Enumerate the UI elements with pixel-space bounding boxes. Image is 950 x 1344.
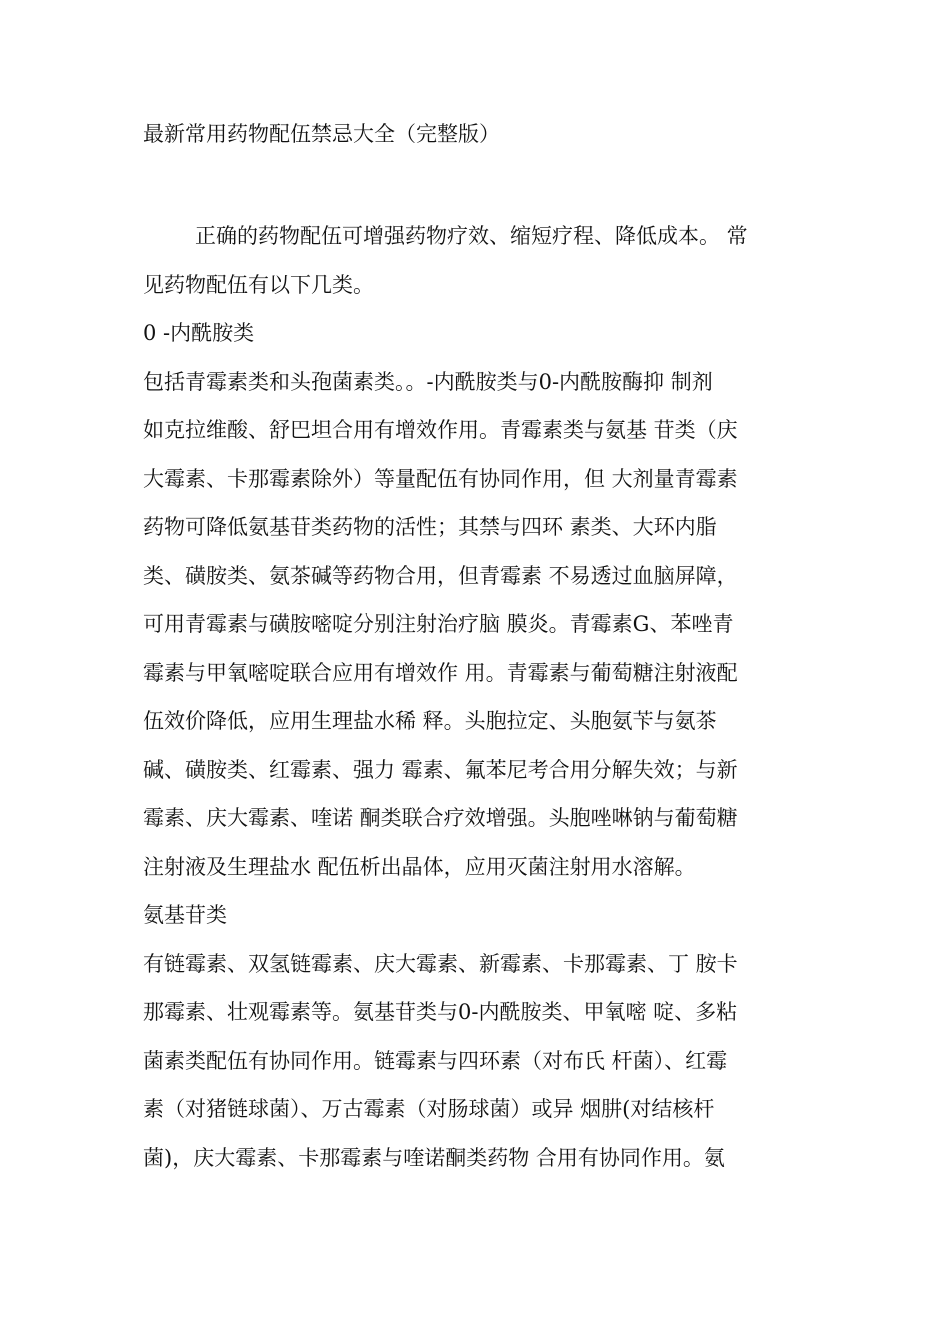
text-line: 菌)，庆大霉素、卡那霉素与喹诺酮类药物 合用有协同作用。氨 <box>143 1145 725 1170</box>
text-line: 碱、磺胺类、红霉素、强力 霉素、氟苯尼考合用分解失效；与新 <box>143 757 738 782</box>
text-line: 包括青霉素类和头孢菌素类。。-内酰胺类与0-内酰胺酶抑 制剂 <box>143 369 713 394</box>
text-line: 素（对猪链球菌）、万古霉素（对肠球菌）或异 烟肼(对结核杆 <box>143 1097 715 1121</box>
text-line: 正确的药物配伍可增强药物疗效、缩短疗程、降低成本。 常 <box>195 224 748 248</box>
document-title: 最新常用药物配伍禁忌大全（完整版） <box>143 122 500 146</box>
text-line: 类、磺胺类、氨茶碱等药物合用，但青霉素 不易透过血脑屏障， <box>143 563 738 588</box>
text-line: 那霉素、壮观霉素等。氨基苷类与0-内酰胺类、甲氧嘧 啶、多粘 <box>143 1000 738 1024</box>
section-paragraph-aminoglycoside <box>143 940 833 1183</box>
text-line: 如克拉维酸、舒巴坦合用有增效作用。青霉素类与氨基 苷类（庆 <box>143 418 738 442</box>
text-line: 伍效价降低，应用生理盐水稀 释。头胞拉定、头胞氨苄与氨茶 <box>143 709 717 733</box>
text-line: 有链霉素、双氢链霉素、庆大霉素、新霉素、卡那霉素、丁 胺卡 <box>143 951 738 976</box>
text-line: 见药物配伍有以下几类。 <box>143 272 374 297</box>
section-heading-aminoglycoside <box>143 891 833 940</box>
text-line: 菌素类配伍有协同作用。链霉素与四环素（对布氏 杆菌）、红霉 <box>143 1048 728 1073</box>
section-heading: 0 -内酰胺类 <box>143 321 255 345</box>
text-line: 注射液及生理盐水 配伍析出晶体，应用灭菌注射用水溶解。 <box>143 854 696 879</box>
section-heading: 氨基苷类 <box>143 903 227 927</box>
text-line: 大霉素、卡那霉素除外）等量配伍有协同作用，但 大剂量青霉素 <box>143 466 738 491</box>
intro-paragraph <box>143 212 833 309</box>
section-heading-beta-lactam <box>143 309 833 358</box>
text-line: 霉素、庆大霉素、喹诺 酮类联合疗效增强。头胞唑啉钠与葡萄糖 <box>143 806 738 830</box>
section-paragraph-beta-lactam <box>143 358 833 892</box>
text-line: 可用青霉素与磺胺嘧啶分别注射治疗脑 膜炎。青霉素G、苯唑青 <box>143 612 734 636</box>
text-line: 药物可降低氨基苷类药物的活性；其禁与四环 素类、大环内脂 <box>143 515 717 539</box>
text-line: 霉素与甲氧嘧啶联合应用有增效作 用。青霉素与葡萄糖注射液配 <box>143 660 738 685</box>
